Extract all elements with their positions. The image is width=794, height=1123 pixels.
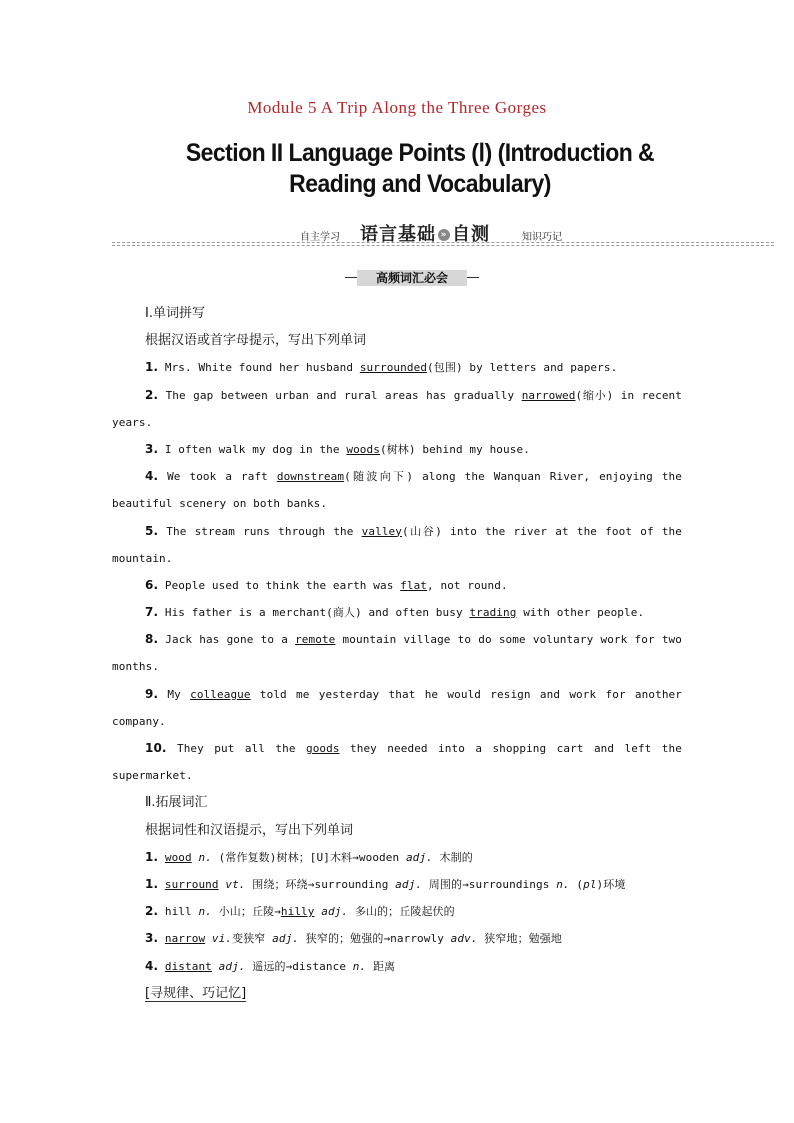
item-number: 4.	[145, 469, 159, 484]
answer-word: trading	[469, 606, 517, 620]
part-of-speech: pl	[583, 877, 597, 891]
list-item	[112, 898, 682, 925]
item-text: Jack has gone to a	[165, 633, 296, 647]
item-number: 10.	[145, 741, 167, 755]
module-title: Module 5 A Trip Along the Three Gorges	[247, 98, 547, 117]
list-item	[112, 382, 682, 409]
item-text: The gap between urban and rural areas has gradually	[165, 388, 522, 402]
item-text: told me yesterday that he would resign and work for another	[250, 687, 682, 701]
footer-tag-row	[112, 980, 682, 1007]
part1-instruction: 根据汉语或首字母提示，写出下列单词	[145, 333, 367, 349]
item-number: 4.	[145, 958, 159, 973]
banner-divider	[112, 242, 774, 243]
item-text: hill	[164, 905, 199, 919]
list-item-continuation: supermarket.	[112, 769, 193, 783]
item-text: We took a raft	[167, 470, 277, 484]
item-text: with other people.	[516, 606, 645, 620]
item-text: 狭窄的；勉强的→narrowly	[299, 932, 451, 946]
part1-title: Ⅰ.单词拼写	[145, 306, 205, 321]
item-text: 周围的→surroundings	[422, 877, 557, 891]
part-of-speech: adj.	[405, 850, 433, 864]
answer-word: narrowed	[521, 388, 576, 402]
item-number: 3.	[145, 441, 159, 456]
list-item	[112, 354, 682, 381]
item-text: Mrs. White found her husband	[164, 361, 360, 375]
answer-word: flat	[400, 578, 428, 592]
part2-list	[112, 844, 682, 980]
item-text: 狭窄地；勉强地	[477, 932, 562, 946]
item-text: People used to think the earth was	[164, 578, 401, 592]
list-item-continuation: company.	[112, 714, 166, 728]
subheading-box	[345, 268, 479, 286]
list-item	[112, 518, 682, 545]
answer-word: colleague	[190, 687, 251, 701]
item-text: 多山的；丘陵起伏的	[348, 905, 455, 919]
list-item	[112, 925, 682, 952]
list-item-continuation: months.	[112, 660, 160, 674]
part-of-speech: adj.	[272, 932, 300, 946]
answer-word: surrounded	[359, 361, 428, 375]
item-text: (常作复数)树林；[U]木料→wooden	[211, 850, 406, 864]
answer-word: hilly	[280, 905, 315, 919]
part-of-speech: vi.	[211, 932, 233, 946]
item-text: they needed into a shopping cart and left the	[339, 742, 682, 755]
item-number: 2.	[145, 904, 159, 919]
double-chevron-icon: »	[438, 229, 450, 241]
item-text: His father is a merchant(商人) and often busy	[164, 606, 470, 620]
item-text: (树林) behind my house.	[379, 442, 530, 456]
list-item-continuation: beautiful scenery on both banks.	[112, 497, 328, 511]
list-item	[112, 735, 682, 762]
item-text: , not round.	[427, 578, 508, 592]
list-item	[112, 844, 682, 871]
item-text	[205, 932, 212, 945]
footer-tag: [寻规律、巧记忆]	[145, 985, 247, 1001]
item-number: 8.	[145, 632, 159, 647]
banner-right-label: 知识巧记	[522, 232, 562, 243]
part2-instruction: 根据词性和汉语提示，写出下列单词	[145, 822, 354, 838]
subheading: 高频词汇必会	[375, 271, 448, 285]
answer-word: narrow	[164, 932, 206, 946]
list-item-continuation: years.	[112, 415, 153, 429]
part-of-speech: n.	[556, 877, 570, 891]
banner-divider	[112, 245, 774, 246]
item-text: The stream runs through the	[166, 524, 362, 538]
item-text: (包围) by letters and papers.	[427, 361, 618, 375]
part-of-speech: n.	[198, 850, 212, 864]
section-title	[32, 138, 794, 200]
item-text: I often walk my dog in the	[164, 442, 347, 456]
part-of-speech: adj.	[321, 905, 349, 919]
list-item	[112, 599, 682, 626]
item-text: 变狭窄	[232, 932, 273, 946]
part2-title: Ⅱ.拓展词汇	[145, 795, 208, 811]
item-text: 距离	[366, 959, 396, 973]
exercise-content	[112, 300, 682, 1007]
item-text: mountain village to do some voluntary work for two	[335, 633, 682, 647]
part-of-speech: vt.	[225, 877, 246, 891]
banner-left-label: 自主学习	[300, 232, 340, 243]
item-text	[212, 960, 219, 973]
item-number: 1.	[145, 849, 159, 864]
item-number: 2.	[145, 387, 159, 402]
answer-word: wood	[164, 850, 192, 864]
item-text: 木制的	[432, 850, 473, 864]
answer-word: distant	[164, 959, 212, 973]
item-text: (随波向下) along the Wanquan River, enjoying the	[344, 470, 682, 484]
item-number: 7.	[145, 605, 159, 620]
list-item	[112, 681, 682, 708]
section-banner	[112, 220, 774, 246]
item-text: (缩小) in recent	[575, 388, 682, 402]
item-text: 围绕；环绕→surrounding	[245, 877, 396, 891]
answer-word: surround	[164, 877, 219, 891]
list-item	[112, 572, 682, 599]
part-of-speech: adj.	[218, 959, 246, 973]
section-title-line1: Section II Language Points (Ⅰ) (Introduction &	[185, 139, 655, 167]
item-text: (	[569, 877, 584, 891]
item-number: 9.	[145, 686, 159, 701]
list-item	[112, 871, 682, 898]
list-item-continuation: mountain.	[112, 551, 173, 565]
part-of-speech: adj.	[395, 877, 423, 891]
part1-list	[112, 354, 682, 789]
item-text: My	[167, 687, 191, 701]
item-text: 小山；丘陵→	[211, 905, 281, 919]
answer-word: goods	[305, 742, 340, 755]
answer-word: valley	[361, 524, 403, 538]
answer-word: woods	[346, 442, 380, 456]
list-item	[112, 953, 682, 980]
part-of-speech: n.	[198, 905, 212, 919]
list-item	[112, 626, 682, 653]
item-number: 5.	[145, 523, 159, 538]
list-item	[112, 436, 682, 463]
item-text: (山谷) into the river at the foot of the	[402, 524, 682, 538]
item-text: 遥远的→distance	[245, 959, 353, 973]
answer-word: downstream	[276, 470, 345, 484]
list-item	[112, 463, 682, 490]
item-text: )环境	[596, 877, 626, 891]
answer-word: remote	[295, 633, 336, 647]
item-text: They put all the	[176, 742, 306, 755]
part-of-speech: adv.	[450, 932, 478, 946]
section-title-line2: Reading and Vocabulary)	[289, 170, 551, 198]
part-of-speech: n.	[352, 959, 367, 973]
banner-main-part2: 自测	[452, 224, 490, 245]
item-number: 3.	[145, 931, 159, 946]
item-number: 6.	[145, 577, 159, 592]
item-number: 1.	[145, 876, 159, 891]
item-number: 1.	[145, 360, 159, 375]
banner-main-part1: 语言基础	[360, 224, 436, 245]
